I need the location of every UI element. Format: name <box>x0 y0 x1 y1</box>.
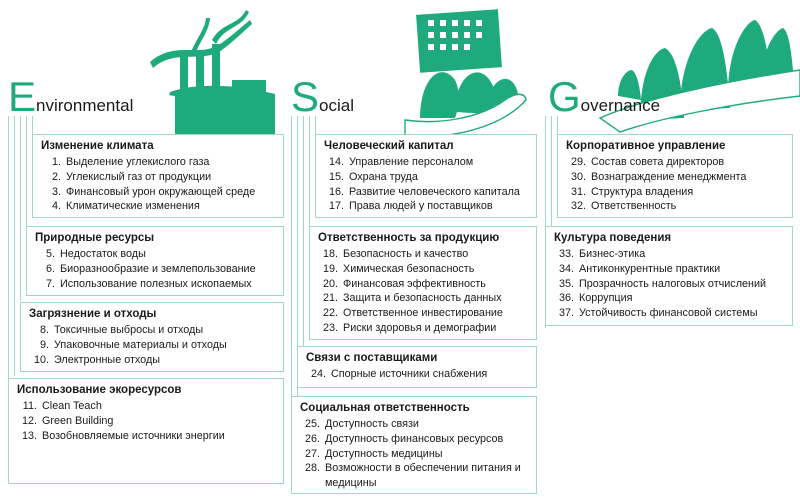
soc-section-human-capital <box>315 134 537 218</box>
section-title: Человеческий капитал <box>324 140 454 152</box>
item-text: Упаковочные материалы и отходы <box>54 338 227 351</box>
item-list <box>300 417 530 491</box>
list-item <box>554 291 786 306</box>
env-bracket-3 <box>20 116 21 301</box>
item-text: Возобновляемые источники энергии <box>42 429 225 442</box>
list-item <box>17 399 277 414</box>
list-item <box>566 199 786 214</box>
item-text: Выделение углекислого газа <box>66 156 210 168</box>
item-text: Химическая безопасность <box>343 262 475 275</box>
list-item <box>29 323 277 338</box>
social-letter: S <box>291 73 320 120</box>
item-text: Токсичные выбросы и отходы <box>54 324 204 336</box>
item-text: Развитие человеческого капитала <box>349 185 520 198</box>
list-item <box>41 170 277 185</box>
item-text: Состав совета директоров <box>591 156 725 168</box>
item-list <box>41 155 277 214</box>
item-number: 7. <box>45 277 55 290</box>
env-section-ecoresources <box>8 378 284 484</box>
item-text: Доступность медицины <box>325 447 443 460</box>
env-section-climate <box>32 134 284 218</box>
list-item <box>554 306 786 321</box>
environmental-title <box>8 73 134 120</box>
section-title: Использование экоресурсов <box>17 384 182 396</box>
list-item <box>17 429 277 444</box>
list-item <box>566 170 786 185</box>
item-text: Бизнес-этика <box>579 248 646 260</box>
item-text: Доступность связи <box>325 418 419 430</box>
item-list <box>17 399 277 443</box>
item-number: 22. <box>322 307 338 320</box>
item-list <box>35 247 277 291</box>
item-text: Управление персоналом <box>349 156 474 168</box>
item-text: Вознаграждение менеджмента <box>591 170 747 183</box>
item-text: Права людей у поставщиков <box>349 200 493 213</box>
item-number: 23. <box>322 321 338 334</box>
item-text: Охрана труда <box>349 170 418 183</box>
list-item <box>318 291 530 306</box>
section-title: Загрязнение и отходы <box>29 308 157 320</box>
item-number: 37. <box>558 307 574 320</box>
list-item <box>29 353 277 368</box>
item-text: Защита и безопасность данных <box>343 292 502 305</box>
item-number: 20. <box>322 277 338 290</box>
item-text: Устойчивость финансовой системы <box>579 307 758 320</box>
item-number: 18. <box>322 248 338 260</box>
list-item <box>566 155 786 170</box>
list-item <box>300 417 530 432</box>
item-text: Ответственность <box>591 200 677 213</box>
section-title: Природные ресурсы <box>35 232 155 244</box>
item-text: Безопасность и качество <box>343 248 469 260</box>
item-number: 36. <box>558 292 574 305</box>
item-text: Спорные источники снабжения <box>331 368 488 380</box>
list-item <box>554 247 786 262</box>
list-item <box>324 170 530 185</box>
item-text: Недостаток воды <box>60 248 146 260</box>
item-number: 13. <box>21 429 37 442</box>
item-text: Доступность финансовых ресурсов <box>325 432 504 445</box>
list-item <box>300 461 530 491</box>
soc-bracket-4 <box>309 116 310 226</box>
governance-letter: G <box>548 73 581 120</box>
gov-bracket-2 <box>551 116 552 228</box>
item-number: 26. <box>304 432 320 445</box>
item-number: 2. <box>51 170 61 183</box>
list-item <box>35 262 277 277</box>
item-number: 12. <box>21 414 37 427</box>
environmental-word: nvironmental <box>36 96 134 115</box>
hand-building-illustration <box>405 9 526 136</box>
section-title: Культура поведения <box>554 232 672 244</box>
item-text: Антиконкурентные практики <box>579 262 721 275</box>
item-text: Структура владения <box>591 185 694 198</box>
item-text: Риски здоровья и демографии <box>343 321 497 334</box>
list-item <box>554 262 786 277</box>
list-item <box>318 262 530 277</box>
list-item <box>300 432 530 447</box>
item-number: 11. <box>22 400 37 412</box>
item-number: 21. <box>322 292 338 305</box>
item-number: 33. <box>558 248 574 260</box>
item-list <box>306 367 530 382</box>
list-item <box>29 338 277 353</box>
item-number: 28. <box>304 462 320 475</box>
item-number: 34. <box>558 262 574 275</box>
item-number: 30. <box>570 170 586 183</box>
item-number: 6. <box>45 262 55 275</box>
item-number: 29. <box>570 156 586 168</box>
list-item <box>41 155 277 170</box>
item-text: Финансовая эффективность <box>343 277 486 290</box>
item-number: 32. <box>570 200 586 213</box>
item-text: Биоразнообразие и землепользование <box>60 262 256 275</box>
item-number: 1. <box>51 156 61 168</box>
section-title: Корпоративное управление <box>566 140 726 152</box>
list-item <box>566 185 786 200</box>
item-text: Использование полезных ископаемых <box>60 277 252 290</box>
section-title: Ответственность за продукцию <box>318 232 500 244</box>
item-number: 4. <box>51 200 61 213</box>
list-item <box>41 199 277 214</box>
item-text: Прозрачность налоговых отчислений <box>579 277 767 290</box>
list-item <box>318 321 530 336</box>
item-number: 27. <box>304 447 320 460</box>
list-item <box>306 367 530 382</box>
item-number: 15. <box>328 170 344 183</box>
item-number: 31. <box>570 185 586 198</box>
env-bracket-4 <box>26 116 27 226</box>
item-number: 9. <box>39 338 49 351</box>
soc-section-social-responsibility <box>291 396 537 494</box>
item-text: Возможности в обеспечении питания и медицины <box>325 462 521 490</box>
item-number: 5. <box>45 248 55 260</box>
social-title <box>291 73 354 120</box>
item-number: 8. <box>39 324 49 336</box>
gov-section-corporate <box>557 134 793 218</box>
item-text: Климатические изменения <box>66 200 200 213</box>
list-item <box>318 306 530 321</box>
list-item <box>554 277 786 292</box>
list-item <box>324 155 530 170</box>
item-text: Ответственное инвестирование <box>343 307 503 320</box>
item-list <box>324 155 530 214</box>
item-list <box>554 247 786 321</box>
list-item <box>35 247 277 262</box>
item-text: Коррупция <box>579 292 633 305</box>
item-text: Электронные отходы <box>54 353 161 366</box>
list-item <box>318 277 530 292</box>
section-title: Изменение климата <box>41 140 154 152</box>
list-item <box>300 447 530 462</box>
soc-bracket-3 <box>303 116 304 346</box>
governance-title <box>548 73 661 120</box>
item-list <box>29 323 277 367</box>
item-number: 35. <box>558 277 574 290</box>
item-number: 10. <box>33 353 49 366</box>
governance-word: overnance <box>580 96 661 115</box>
item-number: 19. <box>322 262 338 275</box>
item-number: 24. <box>310 368 326 380</box>
section-title: Социальная ответственность <box>300 402 470 414</box>
list-item <box>324 185 530 200</box>
item-list <box>566 155 786 214</box>
item-number: 25. <box>304 418 320 430</box>
list-item <box>324 199 530 214</box>
env-section-pollution <box>20 302 284 372</box>
item-number: 14. <box>328 156 344 168</box>
section-title: Связи с поставщиками <box>306 352 438 364</box>
soc-section-suppliers <box>297 346 537 388</box>
gov-section-culture <box>545 226 793 326</box>
item-text: Углекислый газ от продукции <box>66 170 212 183</box>
item-list <box>318 247 530 336</box>
env-bracket-2 <box>14 116 15 376</box>
list-item <box>318 247 530 262</box>
env-section-resources <box>26 226 284 296</box>
soc-section-product <box>309 226 537 340</box>
social-word: ocial <box>319 96 354 115</box>
environmental-letter: E <box>8 73 37 120</box>
item-text: Clean Teach <box>42 400 102 412</box>
item-text: Финансовый урон окружающей среде <box>66 185 256 198</box>
item-text: Green Building <box>42 414 114 427</box>
list-item <box>35 277 277 292</box>
item-number: 3. <box>51 185 61 198</box>
item-number: 16. <box>328 185 344 198</box>
list-item <box>17 414 277 429</box>
item-number: 17. <box>328 200 344 213</box>
list-item <box>41 185 277 200</box>
